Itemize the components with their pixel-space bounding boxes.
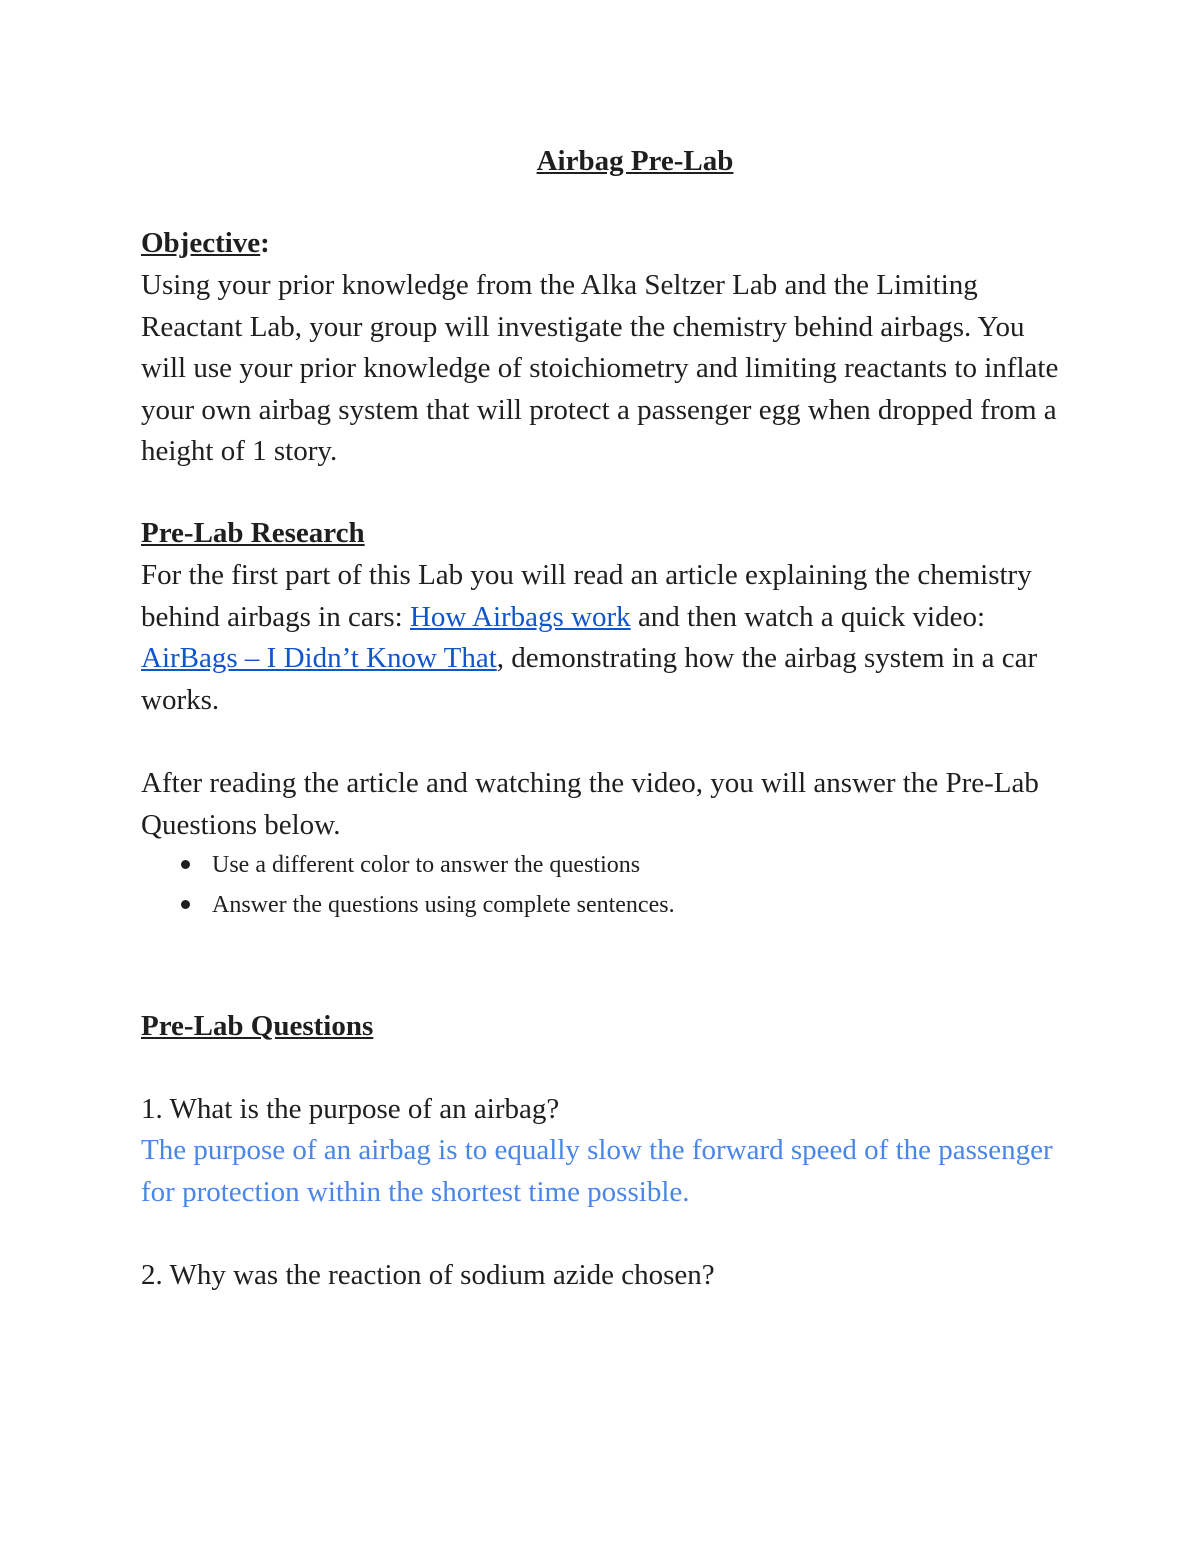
document-title: Airbag Pre-Lab [536, 145, 734, 177]
research-instructions: After reading the article and watching the video, you will answer the Pre-Lab Questions below. [141, 767, 1039, 841]
objective-heading [141, 222, 270, 264]
instructions-list [141, 845, 675, 925]
research-heading: Pre-Lab Research [141, 517, 365, 549]
question-2: 2. Why was the reaction of sodium azide chosen? [141, 1259, 715, 1291]
list-item-text: Answer the questions using complete sentences. [212, 892, 675, 918]
research-text-2: and then watch a quick video: [630, 600, 986, 633]
how-airbags-work-link[interactable]: How Airbags work [409, 600, 631, 633]
bullet-icon [181, 860, 190, 869]
bullet-icon [181, 900, 190, 909]
questions-heading: Pre-Lab Questions [141, 1010, 374, 1042]
question-1: 1. What is the purpose of an airbag? [141, 1093, 560, 1125]
research-paragraph [141, 555, 1061, 721]
answer-1[interactable]: The purpose of an airbag is to equally slow the forward speed of the passenger for protection within the shortest time possible. [141, 1134, 1053, 1208]
research-text-3: , demonstrating how the airbag system in a car works. [141, 642, 1038, 716]
objective-heading-label: Objective [141, 227, 261, 259]
airbags-video-link[interactable]: AirBags – I Didn’t Know That [141, 642, 497, 674]
research-text-1: For the first part of this Lab you will read an article explaining the chemistry behind airbags in cars: [141, 559, 1032, 633]
objective-heading-colon: : [260, 227, 270, 259]
list-item-text: Use a different color to answer the questions [212, 852, 641, 878]
list-item [141, 845, 675, 885]
objective-body: Using your prior knowledge from the Alka Seltzer Lab and the Limiting Reactant Lab, your group will investigate the chemistry behind airbags. You will use your prior knowledge of stoichiometry and limiting reactants to inflate your own airbag system that will protect a passenger egg when dropped from a height of 1 story. [141, 269, 1059, 467]
list-item [141, 885, 675, 925]
